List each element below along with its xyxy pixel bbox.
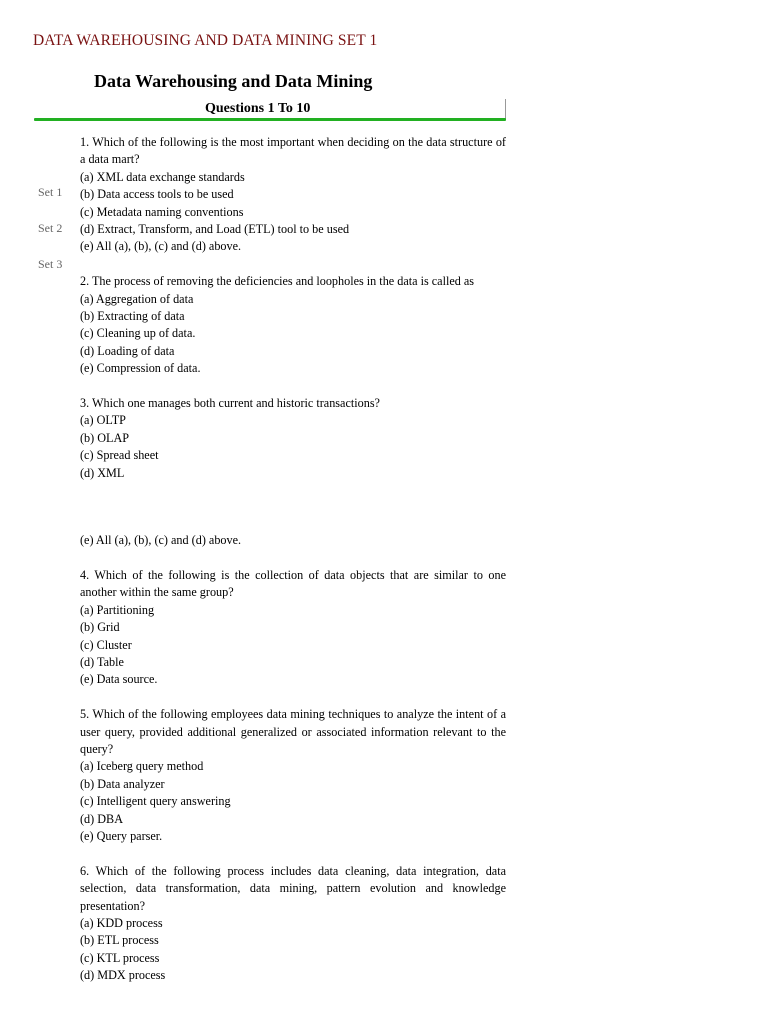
question-text: 5. Which of the following employees data mining techniques to analyze the intent of a user query, provided additional generalized or associated information relevant to the query?: [80, 707, 506, 756]
question-list: [80, 134, 506, 985]
answer-option: (e) Data source.: [80, 672, 158, 687]
answer-option: (a) Iceberg query method: [80, 759, 204, 774]
answer-option: (d) Extract, Transform, and Load (ETL) tool to be used: [80, 222, 350, 237]
set-link-2[interactable]: Set 2: [38, 221, 63, 235]
answer-option: (d) DBA: [80, 811, 123, 826]
question-6: [80, 863, 506, 985]
answer-option: (a) XML data exchange standards: [80, 169, 245, 184]
answer-option: (b) Extracting of data: [80, 309, 185, 324]
question-2: [80, 273, 506, 377]
answer-option: (e) Query parser.: [80, 828, 163, 843]
answer-option: (c) KTL process: [80, 950, 160, 965]
answer-option: (c) Cluster: [80, 637, 132, 652]
answer-option: (d) Table: [80, 654, 124, 669]
answer-option: (c) Intelligent query answering: [80, 794, 231, 809]
answer-option: (c) Metadata naming conventions: [80, 204, 244, 219]
answer-option: (e) Compression of data.: [80, 361, 201, 376]
question-1: [80, 134, 506, 256]
answer-option: (b) OLAP: [80, 430, 130, 445]
title-rule-tick: [505, 99, 506, 120]
answer-option: (e) All (a), (b), (c) and (d) above.: [80, 239, 242, 254]
question-5: [80, 706, 506, 845]
question-text: 6. Which of the following process includes data cleaning, data integration, data selection, data transformation, data mining, pattern evolution and knowledge presentation?: [80, 863, 506, 913]
page-heading: DATA WAREHOUSING AND DATA MINING SET 1: [33, 32, 378, 49]
document-subtitle: Questions 1 To 10: [205, 101, 311, 116]
answer-option: (b) Data access tools to be used: [80, 187, 234, 202]
question-text: 4. Which of the following is the collection of data objects that are similar to one another within the same group?: [80, 567, 506, 600]
answer-option: (d) MDX process: [80, 968, 166, 983]
answer-option: (b) Grid: [80, 620, 120, 635]
title-divider: [34, 118, 506, 121]
document-title: Data Warehousing and Data Mining: [94, 71, 373, 91]
set-link-3[interactable]: Set 3: [38, 257, 63, 271]
answer-option: (c) Cleaning up of data.: [80, 326, 196, 341]
question-3: [80, 395, 506, 549]
question-text: 1. Which of the following is the most important when deciding on the data structure of a data mart?: [80, 135, 506, 167]
answer-option: (b) Data analyzer: [80, 776, 165, 791]
question-text: 3. Which one manages both current and historic transactions?: [80, 396, 380, 411]
blank-space: [80, 482, 506, 532]
answer-option: (a) Aggregation of data: [80, 291, 194, 306]
question-4: [80, 567, 506, 689]
answer-option: (a) Partitioning: [80, 602, 155, 617]
answer-option: (b) ETL process: [80, 933, 159, 948]
answer-option: (d) XML: [80, 465, 125, 480]
set-link-1[interactable]: Set 1: [38, 185, 63, 199]
question-text: 2. The process of removing the deficiencies and loopholes in the data is called as: [80, 274, 475, 289]
answer-option: (d) Loading of data: [80, 343, 175, 358]
answer-option: (e) All (a), (b), (c) and (d) above.: [80, 533, 242, 548]
answer-option: (a) OLTP: [80, 413, 126, 428]
answer-option: (a) KDD process: [80, 915, 163, 930]
answer-option: (c) Spread sheet: [80, 448, 159, 463]
